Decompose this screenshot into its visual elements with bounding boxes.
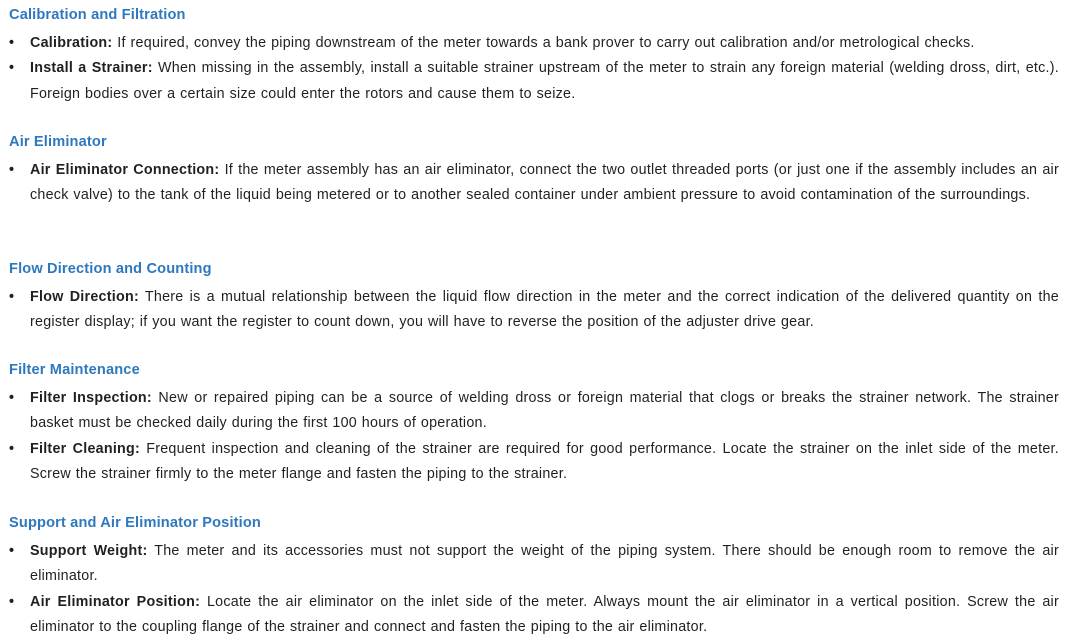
item-text: If required, convey the piping downstream of the meter towards a bank prover to carry out calibration and/or metrological checks. <box>117 35 975 51</box>
item-term: Filter Cleaning: <box>30 440 141 457</box>
bullet-list <box>9 158 1059 209</box>
section-heading: Support and Air Eliminator Position <box>9 515 261 531</box>
item-text: When missing in the assembly, install a suitable strainer upstream of the meter to strain any foreign material (welding dross, dirt, etc.). Foreign bodies over a certain size could enter the rotors and cause them to seize. <box>30 60 1059 102</box>
section-heading: Flow Direction and Counting <box>9 261 212 277</box>
section-heading: Calibration and Filtration <box>9 7 186 23</box>
bullet-icon: • <box>9 440 15 457</box>
list-item <box>9 539 1059 590</box>
item-text: The meter and its accessories must not support the weight of the piping system. There should be enough room to remove the air eliminator. <box>30 543 1059 585</box>
bullet-list <box>9 31 1059 107</box>
bullet-list <box>9 285 1059 336</box>
section-support-and-air-eliminator-position <box>9 514 1059 641</box>
bullet-icon: • <box>9 35 15 51</box>
section-calibration-and-filtration <box>9 6 1059 107</box>
list-item <box>9 386 1059 437</box>
list-item <box>9 437 1059 488</box>
item-text: Locate the air eliminator on the inlet side of the meter. Always mount the air eliminator in a vertical position. Screw the air eliminator to the coupling flange of the strainer and connect and fasten the piping to the air eliminator. <box>30 593 1059 636</box>
bullet-icon: • <box>9 60 15 77</box>
bullet-icon: • <box>9 390 15 406</box>
item-term: Calibration: <box>30 35 113 51</box>
list-item <box>9 285 1059 336</box>
bullet-icon: • <box>9 543 15 559</box>
bullet-icon: • <box>9 289 15 305</box>
item-term: Air Eliminator Connection: <box>30 162 220 178</box>
section-heading: Filter Maintenance <box>9 362 140 378</box>
item-text: Frequent inspection and cleaning of the strainer are required for good performance. Locate the strainer on the inlet side of the meter. Screw the strainer firmly to the meter flange and fasten the piping to the strainer. <box>30 440 1059 483</box>
section-flow-direction-and-counting <box>9 260 1059 336</box>
list-item <box>9 590 1059 641</box>
section-filter-maintenance <box>9 361 1059 488</box>
bullet-list <box>9 539 1059 641</box>
list-item <box>9 31 1059 56</box>
item-text: There is a mutual relationship between the liquid flow direction in the meter and the correct indication of the delivered quantity on the register display; if you want the register to count down, you will have to reverse the position of the adjuster drive gear. <box>30 289 1059 331</box>
item-term: Support Weight: <box>30 543 148 559</box>
list-item <box>9 56 1059 107</box>
section-air-eliminator <box>9 133 1059 209</box>
item-term: Air Eliminator Position: <box>30 593 201 610</box>
list-item <box>9 158 1059 209</box>
bullet-list <box>9 386 1059 488</box>
item-term: Install a Strainer: <box>30 60 153 77</box>
bullet-icon: • <box>9 593 15 610</box>
section-heading: Air Eliminator <box>9 134 107 150</box>
item-text: New or repaired piping can be a source of welding dross or foreign material that clogs or breaks the strainer network. The strainer basket must be checked daily during the first 100 hours of operation. <box>30 390 1059 432</box>
item-text: If the meter assembly has an air eliminator, connect the two outlet threaded ports (or just one if the assembly includes an air check valve) to the tank of the liquid being metered or to another sealed container under ambient pressure to avoid contamination of the surroundings. <box>30 162 1059 204</box>
item-term: Filter Inspection: <box>30 390 152 406</box>
bullet-icon: • <box>9 162 15 178</box>
item-term: Flow Direction: <box>30 289 139 305</box>
